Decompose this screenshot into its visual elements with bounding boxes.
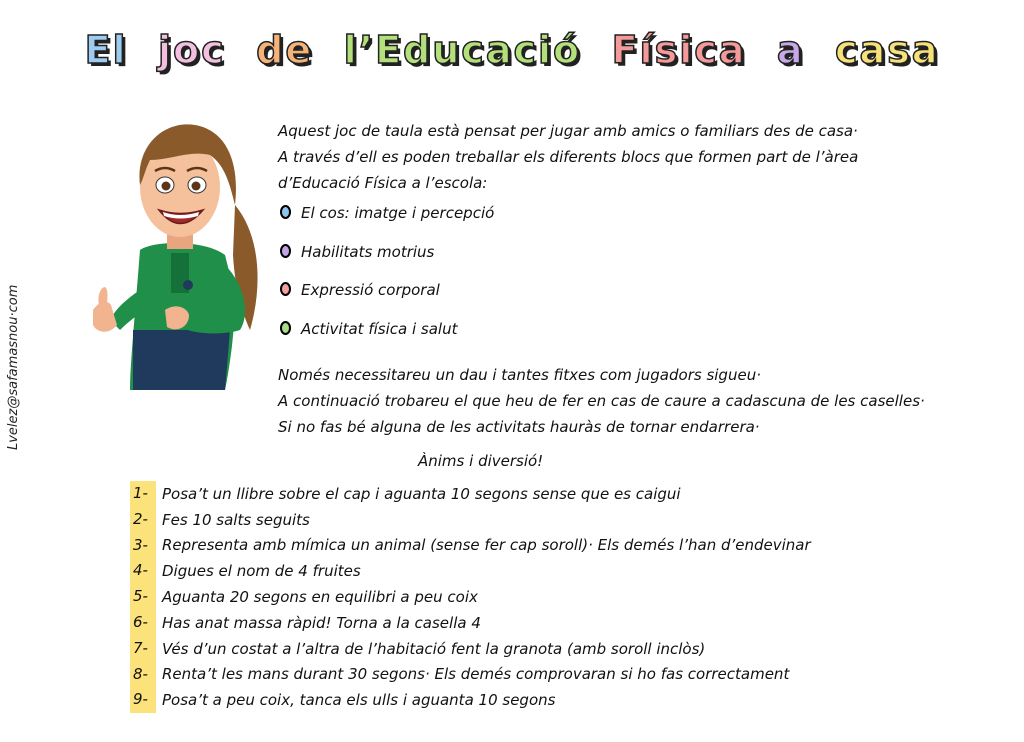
square-text: Renta’t les mans durant 30 segons· Els demés comprovaran si ho fas correctament <box>162 665 790 684</box>
square-text: Fes 10 salts seguits <box>162 510 310 529</box>
square-text: Representa amb mímica un animal (sense fer cap soroll)· Els demés l’han d’endevinar <box>162 536 811 555</box>
block-label: Activitat física i salut <box>301 319 458 338</box>
title-word: El <box>84 28 128 72</box>
circle-bullet-icon <box>280 205 291 219</box>
instruction-line: Només necessitareu un dau i tantes fitxes com jugadors sigueu· <box>278 366 761 384</box>
circle-bullet-icon <box>280 321 291 335</box>
square-text: Has anat massa ràpid! Torna a la casella 4 <box>162 613 481 632</box>
square-text: Vés d’un costat a l’altra de l’habitació fent la granota (amb soroll inclòs) <box>162 639 706 658</box>
title-word: de <box>256 28 314 72</box>
square-number: 5- <box>130 584 156 610</box>
instruction-line: Si no fas bé alguna de les activitats hauràs de tornar endarrera· <box>278 418 760 436</box>
square-item <box>130 481 811 507</box>
square-item <box>130 533 811 559</box>
square-item <box>130 636 811 662</box>
block-label: Habilitats motrius <box>301 242 435 261</box>
intro-line: Aquest joc de taula està pensat per jugar amb amics o familiars des de casa· <box>278 122 858 140</box>
squares-list <box>130 481 811 713</box>
square-item <box>130 558 811 584</box>
square-item <box>130 507 811 533</box>
block-label: Expressió corporal <box>301 281 440 299</box>
square-number: 8- <box>130 662 156 688</box>
square-number: 6- <box>130 610 156 636</box>
square-number: 7- <box>130 636 156 662</box>
square-text: Aguanta 20 segons en equilibri a peu coix <box>162 588 478 607</box>
square-text: Posa’t a peu coix, tanca els ulls i aguanta 10 segons <box>162 691 556 710</box>
intro-line: A través d’ell es poden treballar els diferents blocs que formen part de l’àrea <box>278 148 859 166</box>
author-email: Lvelez@safamasnou·com <box>6 284 21 450</box>
square-item <box>130 584 811 610</box>
page-title <box>0 28 1024 72</box>
title-word: joc <box>158 28 226 72</box>
square-text: Digues el nom de 4 fruites <box>162 562 361 581</box>
square-item <box>130 610 811 636</box>
title-word: casa <box>834 28 940 72</box>
block-item <box>278 316 978 355</box>
intro-line: d’Educació Física a l’escola: <box>278 174 488 192</box>
block-item <box>278 277 978 316</box>
block-item <box>278 239 978 278</box>
square-number: 4- <box>130 558 156 584</box>
block-item <box>278 200 978 239</box>
circle-bullet-icon <box>280 282 291 296</box>
title-word: a <box>776 28 805 72</box>
teacher-avatar <box>85 115 270 390</box>
square-number: 9- <box>130 687 156 713</box>
intro-text <box>278 118 978 474</box>
circle-bullet-icon <box>280 244 291 258</box>
block-label: El cos: imatge i percepció <box>301 204 495 222</box>
instruction-line: A continuació trobareu el que heu de fer en cas de caure a cadascuna de les caselles· <box>278 392 925 410</box>
square-number: 1- <box>130 481 156 507</box>
square-item <box>130 687 811 713</box>
square-number: 3- <box>130 533 156 559</box>
title-word: Física <box>611 28 747 72</box>
square-text: Posa’t un llibre sobre el cap i aguanta 10 segons sense que es caigui <box>162 484 681 503</box>
cheer-text: Ànims i diversió! <box>418 452 544 470</box>
square-item <box>130 662 811 688</box>
square-number: 2- <box>130 507 156 533</box>
curriculum-blocks-list <box>278 200 978 354</box>
title-word: l’Educació <box>343 28 582 72</box>
